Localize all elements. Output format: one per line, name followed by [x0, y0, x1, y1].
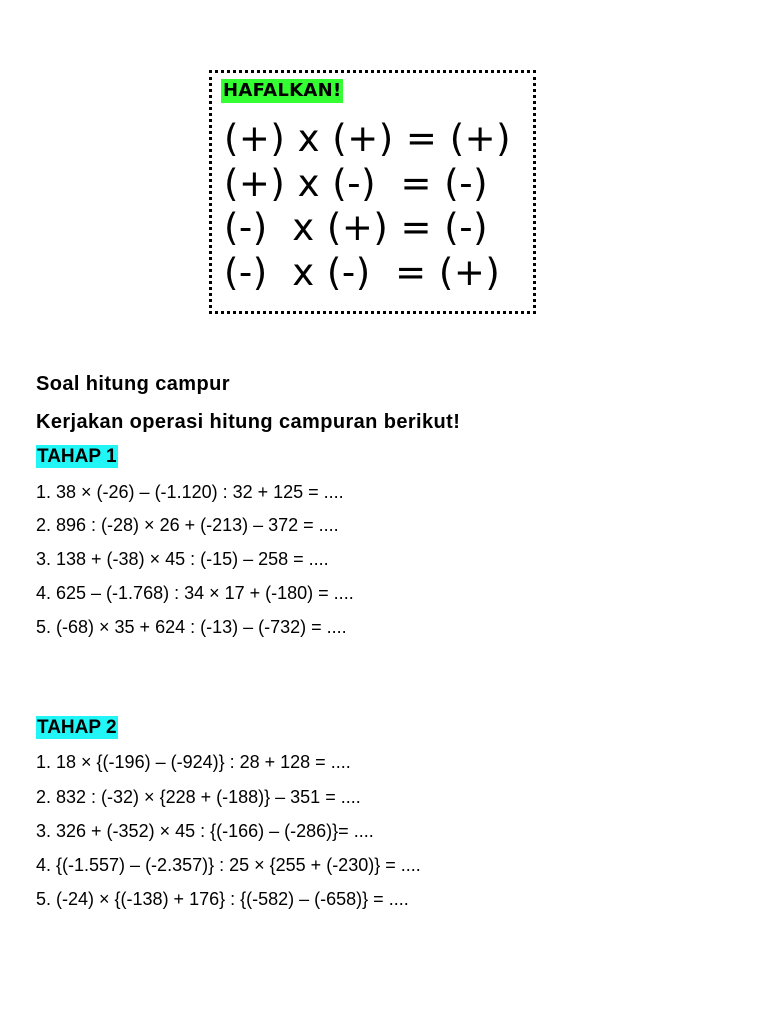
stage-2-label: TAHAP 2	[37, 717, 117, 738]
sign-rule-2: (+) x (-) = (-)	[224, 162, 489, 205]
stage-1-problem-5: 5. (-68) × 35 + 624 : (-13) – (-732) = ....	[36, 617, 347, 637]
stage-1-problem-3: 3. 138 + (-38) × 45 : (-15) – 258 = ....	[36, 549, 329, 569]
sign-rule-3: (-) x (+) = (-)	[224, 206, 489, 249]
instruction: Kerjakan operasi hitung campuran berikut!	[36, 411, 461, 433]
stage-1-problem-4: 4. 625 – (-1.768) : 34 × 17 + (-180) = ....	[36, 583, 354, 603]
stage-1-problem-1: 1. 38 × (-26) – (-1.120) : 32 + 125 = ....	[36, 482, 344, 502]
stage-2-problem-3: 3. 326 + (-352) × 45 : {(-166) – (-286)}= ....	[36, 821, 374, 841]
stage-2-problem-5: 5. (-24) × {(-138) + 176} : {(-582) – (-658)} = ....	[36, 889, 409, 909]
memorize-badge: HAFALKAN!	[223, 80, 342, 101]
stage-2-problem-1: 1. 18 × {(-196) – (-924)} : 28 + 128 = ....	[36, 752, 351, 772]
sign-rule-4: (-) x (-) = (+)	[224, 251, 501, 294]
stage-2-problem-4: 4. {(-1.557) – (-2.357)} : 25 × {255 + (-230)} = ....	[36, 855, 421, 875]
stage-2-problem-2: 2. 832 : (-32) × {228 + (-188)} – 351 = ....	[36, 787, 361, 807]
sign-rule-1: (+) x (+) = (+)	[224, 117, 512, 160]
stage-1-label: TAHAP 1	[37, 446, 117, 467]
sign-rules-box	[209, 70, 536, 314]
page-title: Soal hitung campur	[36, 373, 230, 395]
stage-1-problem-2: 2. 896 : (-28) × 26 + (-213) – 372 = ....	[36, 515, 339, 535]
